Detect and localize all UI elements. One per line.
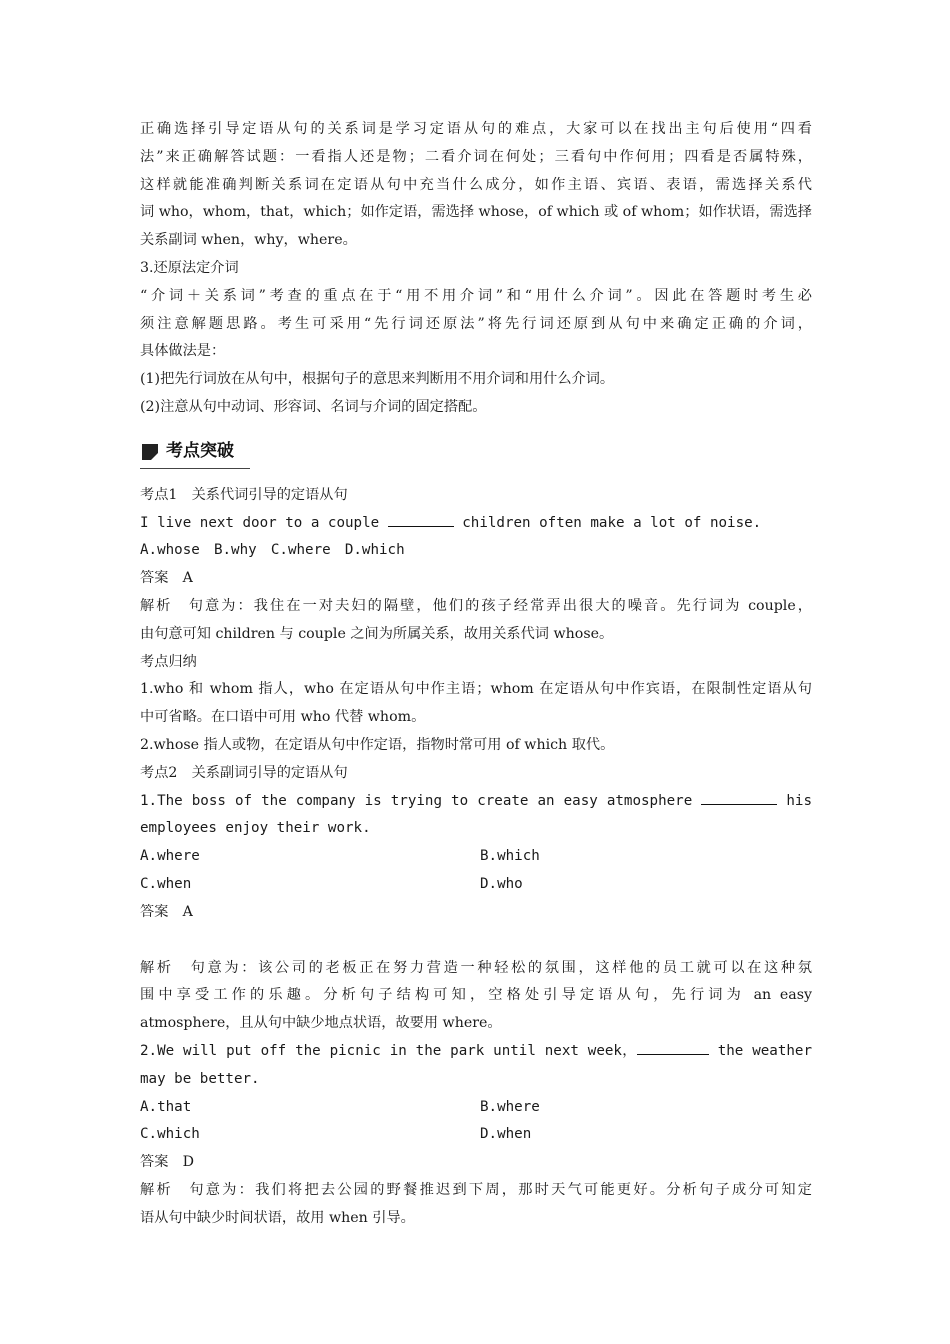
option-a: A.that <box>140 1098 192 1115</box>
point-2-q2-options-row-2 <box>140 1121 812 1149</box>
question-text-before: I live next door to a couple <box>140 514 388 531</box>
option-b: B.which <box>480 848 540 865</box>
question-text-before: 1.The boss of the company is trying to create an easy atmosphere <box>140 792 702 809</box>
blank-line <box>140 927 812 955</box>
intro-line-1: 正确选择引导定语从句的关系词是学习定语从句的难点，大家可以在找出主句后使用“四看 <box>140 121 812 137</box>
option-b: B.where <box>480 1098 540 1115</box>
point-2-q1-options-row-2 <box>140 871 812 899</box>
step-2: (2)注意从句中动词、形容词、名词与介词的固定搭配。 <box>140 398 487 415</box>
heading-title: 考点突破 <box>166 440 234 461</box>
answer-blank <box>388 514 454 527</box>
intro-line-5: 关系副词 when，why，where。 <box>140 232 357 249</box>
intro-line-3: 这样就能准确判断关系词在定语从句中充当什么成分，如作主语、宾语、表语，需选择关系代 <box>140 176 812 193</box>
point-2-q2-line-1 <box>140 1038 812 1066</box>
point-2-q2-answer: 答案 D <box>140 1154 194 1171</box>
section-heading <box>140 432 812 476</box>
section-3-title: 3.还原法定介词 <box>140 259 239 276</box>
question-text-before: 2.We will put off the picnic in the park until next week， <box>140 1042 637 1059</box>
point-2-q2-line-2: may be better. <box>140 1070 260 1087</box>
intro-line-4: 词 who，whom，that，which；如作定语，需选择 whose，of which 或 of whom；如作状语，需选择 <box>140 204 812 221</box>
option-d: D.when <box>480 1126 532 1143</box>
option-a: A.where <box>140 848 200 865</box>
point-1-answer: 答案 A <box>140 570 193 587</box>
point-1-title: 考点1 关系代词引导的定语从句 <box>140 486 348 503</box>
point-2-q1-line-1 <box>140 788 812 816</box>
point-1-options: A.whose B.why C.where D.which <box>140 542 405 559</box>
point-2-q1-analysis-line-3: atmosphere，且从句中缺少地点状语，故要用 where。 <box>140 1015 502 1032</box>
option-c: C.which <box>140 1126 200 1143</box>
intro-line-2: 法”来正确解答试题：一看指人还是物；二看介词在何处；三看句中作何用；四看是否属特殊， <box>140 148 812 165</box>
point-2-title: 考点2 关系副词引导的定语从句 <box>140 764 348 781</box>
option-d: D.who <box>480 875 523 892</box>
option-c: C.when <box>140 875 192 892</box>
answer-blank <box>701 792 777 805</box>
point-1-question <box>140 510 812 538</box>
point-2-q2-analysis-line-2: 语从句中缺少时间状语，故用 when 引导。 <box>140 1209 415 1226</box>
question-text-after: his <box>777 792 812 809</box>
point-1-analysis-line-1: 解析 句意为：我住在一对夫妇的隔壁，他们的孩子经常弄出很大的噪音。先行词为 couple， <box>140 597 812 614</box>
summary-2: 2.whose 指人或物，在定语从句中作定语，指物时常可用 of which 取代。 <box>140 736 615 753</box>
point-2-q1-analysis-line-2: 围中享受工作的乐趣。分析句子结构可知，空格处引导定语从句，先行词为 an easy <box>140 987 812 1004</box>
section-3-line-3: 具体做法是： <box>140 343 226 360</box>
point-2-q2-analysis-line-1: 解析 句意为：我们将把去公园的野餐推迟到下周，那时天气可能更好。分析句子成分可知定 <box>140 1181 812 1198</box>
point-2-q1-analysis-line-1: 解析 句意为：该公司的老板正在努力营造一种轻松的氛围，这样他的员工就可以在这种氛 <box>140 959 812 976</box>
summary-1-line-1: 1.who 和 whom 指人，who 在定语从句中作主语；whom 在定语从句中作宾语，在限制性定语从句 <box>140 681 812 698</box>
point-1-analysis-line-2: 由句意可知 children 与 couple 之间为所属关系，故用关系代词 whose。 <box>140 625 614 642</box>
answer-blank <box>637 1042 709 1055</box>
question-text-after: children often make a lot of noise. <box>453 514 762 531</box>
summary-1-line-2: 中可省略。在口语中可用 who 代替 whom。 <box>140 709 426 726</box>
summary-title: 考点归纳 <box>140 653 197 670</box>
section-3-line-2: 须注意解题思路。考生可采用“先行词还原法”将先行词还原到从句中来确定正确的介词， <box>140 315 812 332</box>
question-text-after: the weather <box>708 1042 812 1059</box>
section-3-line-1: “介词＋关系词”考查的重点在于“用不用介词”和“用什么介词”。因此在答题时考生必 <box>140 287 812 304</box>
point-2-q1-options-row-1 <box>140 843 812 871</box>
point-2-q1-line-2: employees enjoy their work. <box>140 820 371 837</box>
heading-underline <box>140 468 250 469</box>
step-1: (1)把先行词放在从句中，根据句子的意思来判断用不用介词和用什么介词。 <box>140 371 615 388</box>
square-corner-icon <box>142 444 158 460</box>
point-2-q2-options-row-1 <box>140 1094 812 1122</box>
point-2-q1-answer: 答案 A <box>140 903 193 920</box>
document-page <box>140 116 812 1232</box>
